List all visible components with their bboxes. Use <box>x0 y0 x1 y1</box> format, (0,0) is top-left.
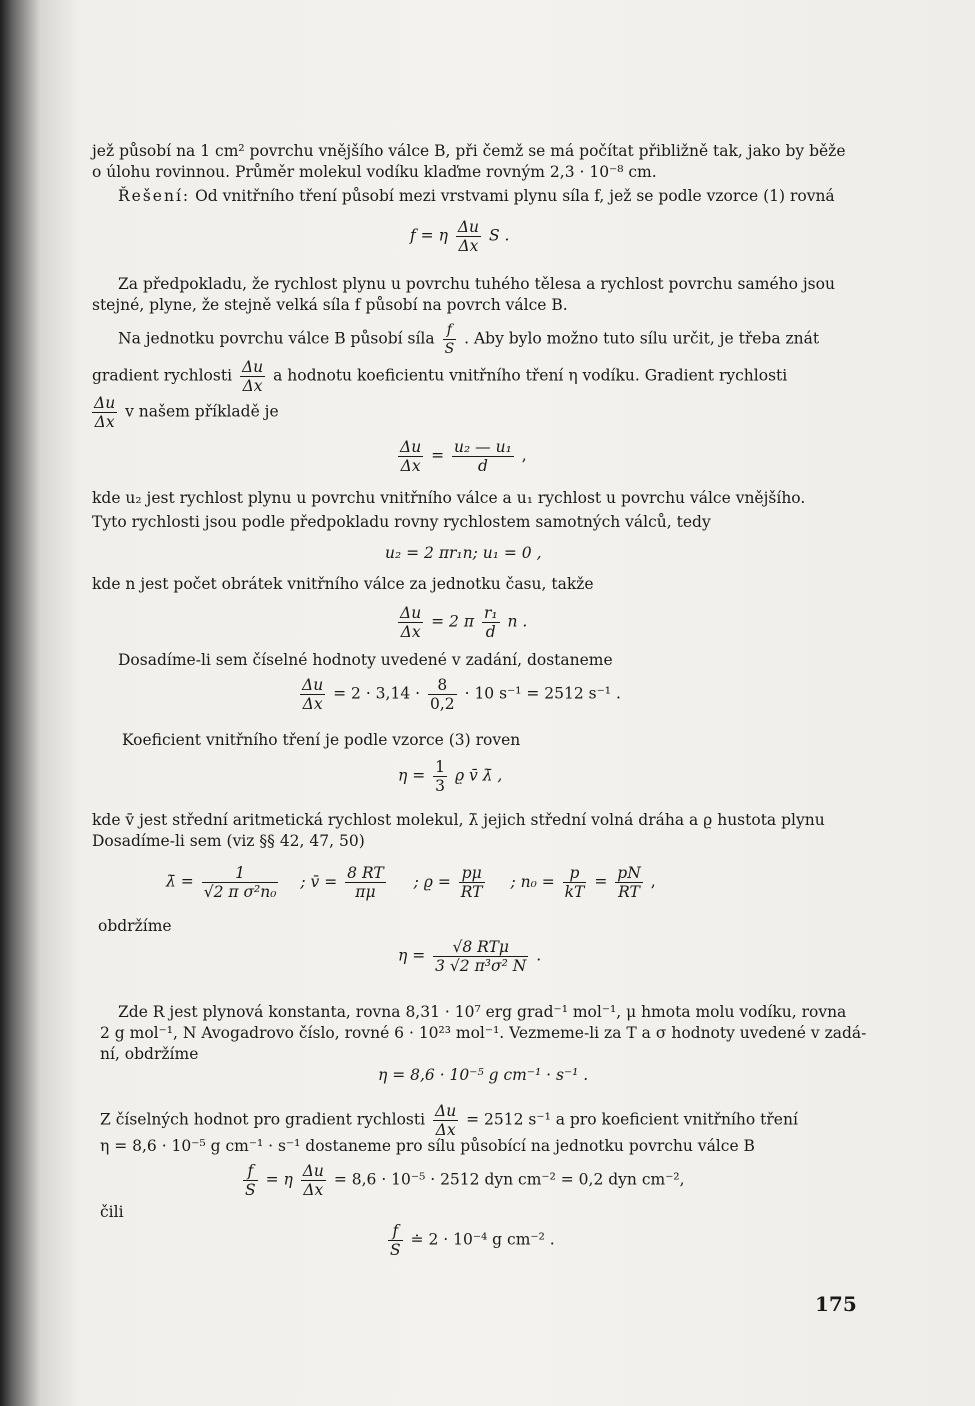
eq-text: = <box>594 872 608 891</box>
eq-text: f = η <box>410 226 448 245</box>
text-line: Dosadíme-li sem (viz §§ 42, 47, 50) <box>92 832 365 850</box>
fraction <box>459 864 485 901</box>
text-line: kde u₂ jest rychlost plynu u povrchu vnitřního válce a u₁ rychlost u povrchu válce vnějšího. <box>92 489 806 507</box>
equation-gradient-omega <box>395 604 527 641</box>
fraction-denominator: √2 π σ²n₀ <box>203 883 277 901</box>
text-span: Od vnitřního tření působí mezi vrstvami plynu síla f, jež se podle vzorce (1) rovná <box>190 187 835 205</box>
fraction <box>301 1162 326 1199</box>
text-span: = 2512 s⁻¹ a pro koeficient vnitřního tření <box>466 1110 798 1129</box>
solution-label: Řešení: <box>118 187 191 205</box>
text-line <box>92 394 852 431</box>
text-line: Za předpokladu, že rychlost plynu u povrchu tuhého tělesa a rychlost povrchu samého jsou <box>118 275 835 293</box>
equation-force-value <box>240 1162 685 1199</box>
text-line <box>118 186 878 206</box>
fraction-denominator: Δx <box>435 1121 456 1139</box>
text-line <box>92 358 852 395</box>
fraction-denominator: S <box>245 1181 256 1199</box>
fraction-numerator: 1 <box>435 758 446 776</box>
fraction-numerator: u₂ — u₁ <box>454 438 512 456</box>
eq-text: ; v̄ = <box>300 872 338 891</box>
fraction-denominator: Δx <box>302 695 323 713</box>
fraction <box>92 394 117 431</box>
fraction-denominator: Δx <box>242 377 263 395</box>
eq-text: S . <box>488 226 510 245</box>
eq-text: , <box>650 872 656 891</box>
fraction-numerator: pμ <box>459 864 485 883</box>
fraction <box>433 1102 458 1139</box>
fraction <box>456 218 481 255</box>
fraction-denominator: Δx <box>303 1181 324 1199</box>
text-line: 2 g mol⁻¹, N Avogadrovo číslo, rovné 6 · 10²³ mol⁻¹. Vezmeme-li za T a σ hodnoty uvedené v zadá- <box>100 1024 867 1042</box>
fraction-denominator: 3 √2 π³σ² N <box>435 957 527 975</box>
page-number: 175 <box>815 1292 857 1316</box>
text-line: o úlohu rovinnou. Průměr molekul vodíku klaďme rovným 2,3 · 10⁻⁸ cm. <box>92 163 657 181</box>
fraction <box>433 938 528 975</box>
equation-viscosity-result <box>398 938 541 975</box>
fraction-denominator: Δx <box>400 623 421 641</box>
fraction-denominator: S <box>390 1241 401 1259</box>
eq-text: , <box>521 446 527 465</box>
fraction <box>482 604 500 641</box>
text-span: gradient rychlosti <box>92 366 233 385</box>
text-line: obdržíme <box>98 917 172 935</box>
text-line: jež působí na 1 cm² povrchu vnějšího válce B, při čemž se má počítat přibližně tak, jako by běže <box>92 142 846 160</box>
fraction-numerator: 8 RT <box>347 864 384 882</box>
text-line: čili <box>100 1203 124 1221</box>
eq-text: ≐ 2 · 10⁻⁴ g cm⁻² . <box>410 1230 555 1249</box>
fraction-denominator: RT <box>460 883 483 901</box>
fraction-numerator: Δu <box>94 394 116 412</box>
eq-text: = η <box>265 1170 293 1189</box>
text-line: Zde R jest plynová konstanta, rovna 8,31 · 10⁷ erg grad⁻¹ mol⁻¹, μ hmota molu vodíku, rovna <box>118 1003 847 1021</box>
equation-viscosity-kinetic <box>398 758 502 795</box>
text-line: Koeficient vnitřního tření je podle vzorce (3) roven <box>122 731 521 749</box>
equation-force-approx <box>385 1222 555 1259</box>
eq-text: = 8,6 · 10⁻⁵ · 2512 dyn cm⁻² = 0,2 dyn cm⁻², <box>333 1170 685 1189</box>
fraction-denominator: kT <box>564 883 585 901</box>
text-span: v našem příkladě je <box>125 402 279 421</box>
fraction <box>443 321 457 358</box>
fraction-numerator: f <box>443 321 457 340</box>
fraction <box>240 358 265 395</box>
fraction <box>300 676 325 713</box>
eq-text: λ̄ = <box>166 872 194 891</box>
eq-text: ϱ v̄ λ̄ , <box>454 766 503 785</box>
fraction-denominator: d <box>485 623 496 641</box>
fraction <box>563 864 587 901</box>
text-line: kde v̄ jest střední aritmetická rychlost molekul, λ̄ jejich střední volná dráha a ϱ hustota plynu <box>92 811 825 829</box>
fraction-numerator: Δu <box>457 218 479 236</box>
eq-text: ; ϱ = <box>413 872 451 891</box>
fraction-numerator: Δu <box>400 438 422 456</box>
text-line <box>100 1102 860 1139</box>
eq-text: η = <box>398 766 426 785</box>
fraction <box>243 1162 258 1199</box>
fraction-numerator: Δu <box>241 358 264 376</box>
fraction <box>345 864 386 901</box>
fraction-numerator: 1 <box>202 864 279 883</box>
eq-text: ; n₀ = <box>510 872 555 891</box>
fraction <box>388 1222 403 1259</box>
fraction <box>398 438 423 475</box>
text-line: Dosadíme-li sem číselné hodnoty uvedené v zadání, dostaneme <box>118 651 613 669</box>
fraction-denominator: d <box>477 457 488 475</box>
fraction-numerator: pN <box>617 864 641 882</box>
fraction-denominator: πμ <box>355 883 376 901</box>
fraction-numerator: Δu <box>435 1102 457 1120</box>
fraction-numerator: Δu <box>400 604 422 622</box>
eq-text: η = <box>398 946 426 965</box>
text-line: η = 8,6 · 10⁻⁵ g cm⁻¹ · s⁻¹ dostaneme pro sílu působící na jednotku povrchu válce B <box>100 1137 755 1155</box>
text-span: Na jednotku povrchu válce B působí síla <box>118 329 435 348</box>
text-span: . Aby bylo možno tuto sílu určit, je třeba znát <box>464 329 820 348</box>
eq-text: · 10 s⁻¹ = 2512 s⁻¹ . <box>464 684 621 703</box>
fraction-denominator: 3 <box>435 777 446 795</box>
fraction-numerator: f <box>243 1162 258 1181</box>
fraction <box>433 758 447 795</box>
equation-gradient: $\frac{\Delta u}{\Delta x}$ = $\frac{\text{u₂ — u₁}}{d}$ , <box>400 438 527 475</box>
eq-text: = 2 · 3,14 · <box>333 684 421 703</box>
text-line: stejné, plyne, že stejně velká síla f působí na povrch válce B. <box>92 296 568 314</box>
fraction-numerator: √8 RTμ <box>433 938 528 957</box>
fraction-denominator: 0,2 <box>430 695 455 713</box>
fraction-denominator: Δx <box>94 413 115 431</box>
text-line: kde n jest počet obrátek vnitřního válce za jednotku času, takže <box>92 575 594 593</box>
fraction-numerator: f <box>388 1222 403 1241</box>
fraction <box>202 864 279 901</box>
eq-text: = 2 π <box>431 612 475 631</box>
fraction-denominator: S <box>444 341 455 357</box>
fraction <box>452 438 514 475</box>
fraction-numerator: 8 <box>428 676 457 695</box>
equation-viscous-force <box>410 218 509 255</box>
fraction-numerator: p <box>563 864 587 883</box>
fraction <box>428 676 457 713</box>
text-line <box>118 321 878 358</box>
eq-text: n . <box>507 612 528 631</box>
eq-text: . <box>536 946 542 965</box>
fraction-denominator: Δx <box>458 237 479 255</box>
fraction-numerator: Δu <box>302 1162 324 1180</box>
fraction-numerator: r₁ <box>483 604 498 622</box>
fraction <box>398 604 423 641</box>
equation-definitions <box>166 864 656 901</box>
fraction-numerator: Δu <box>302 676 324 694</box>
fraction-denominator: RT <box>618 883 640 901</box>
text-span: a hodnotu koeficientu vnitřního tření η vodíku. Gradient rychlosti <box>273 366 788 385</box>
fraction-denominator: Δx <box>400 457 421 475</box>
equation-gradient-value <box>297 676 621 713</box>
fraction <box>615 864 643 901</box>
equation-velocities: u₂ = 2 πr₁n; u₁ = 0 , <box>385 544 542 562</box>
text-line: Tyto rychlosti jsou podle předpokladu rovny rychlostem samotných válců, tedy <box>92 513 711 531</box>
equation-viscosity-value: η = 8,6 · 10⁻⁵ g cm⁻¹ · s⁻¹ . <box>378 1066 589 1084</box>
text-span: Z číselných hodnot pro gradient rychlosti <box>100 1110 426 1129</box>
text-line: ní, obdržíme <box>100 1045 199 1063</box>
